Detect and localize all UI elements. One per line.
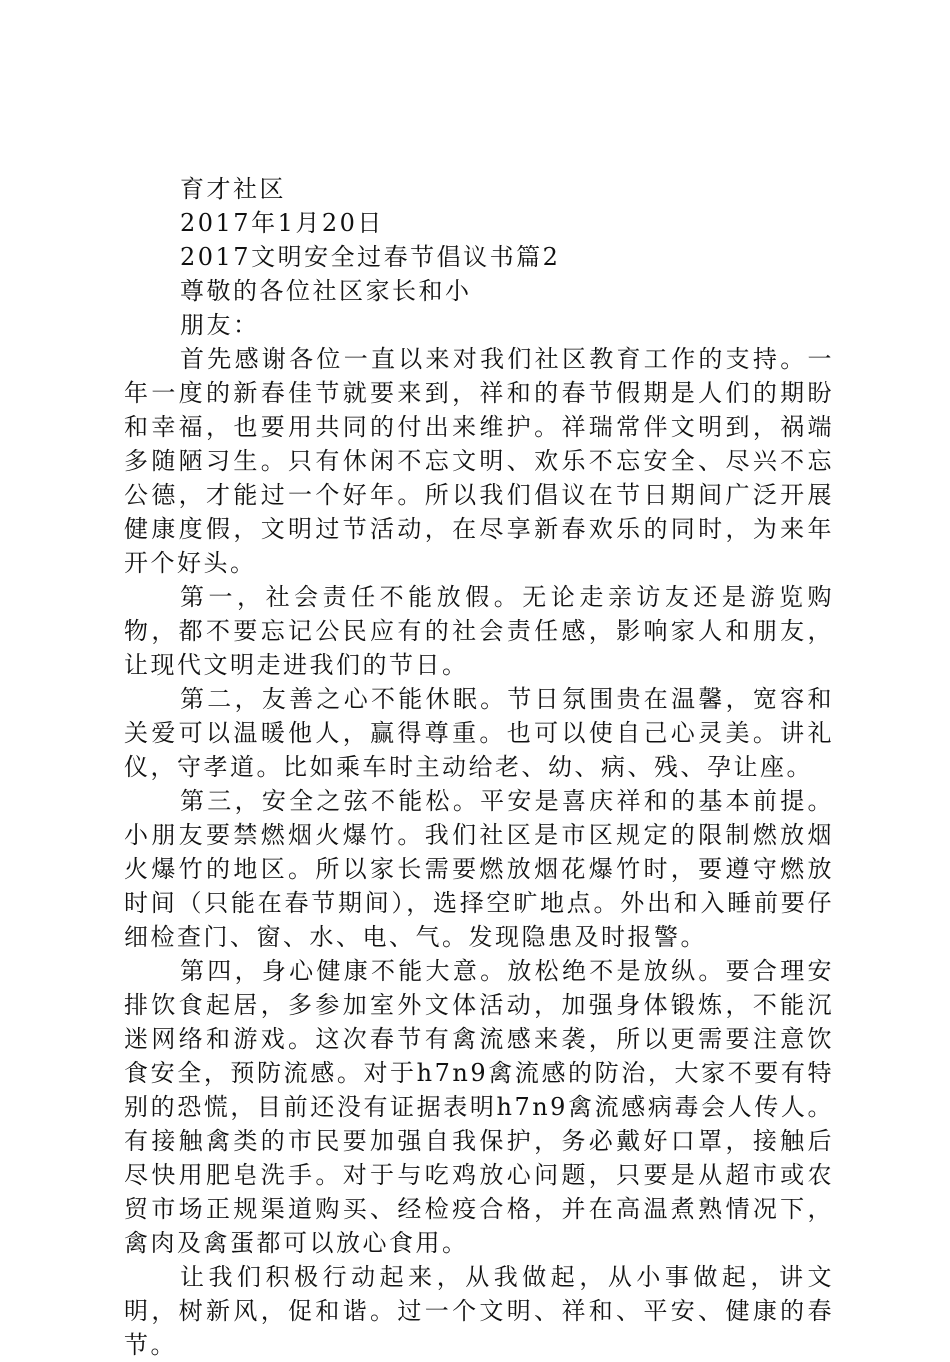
document-date: 2017年1月20日 — [180, 209, 384, 237]
salutation-line-2: 朋友： — [180, 311, 260, 339]
paragraph-closing: 让我们积极行动起来，从我做起，从小事做起，讲文明，树新风，促和谐。过一个文明、祥和、平安、健康的春节。 — [124, 1263, 834, 1359]
organization-name: 育才社区 — [180, 175, 286, 203]
paragraph-intro: 首先感谢各位一直以来对我们社区教育工作的支持。一年一度的新春佳节就要来到，祥和的春节假期是人们的期盼和幸福，也要用共同的付出来维护。祥瑞常伴文明到，祸端多随陋习生。只有休闲不忘文明、欢乐不忘安全、尽兴不忘公德，才能过一个好年。所以我们倡议在节日期间广泛开展健康度假，文明过节活动，在尽享新春欢乐的同时，为来年开个好头。 — [124, 345, 834, 577]
paragraph-point-3: 第三，安全之弦不能松。平安是喜庆祥和的基本前提。小朋友要禁燃烟火爆竹。我们社区是市区规定的限制燃放烟火爆竹的地区。所以家长需要燃放烟花爆竹时，要遵守燃放时间（只能在春节期间），选择空旷地点。外出和入睡前要仔细检查门、窗、水、电、气。发现隐患及时报警。 — [124, 787, 834, 951]
paragraph-point-4: 第四，身心健康不能大意。放松绝不是放纵。要合理安排饮食起居，多参加室外文体活动，加强身体锻炼，不能沉迷网络和游戏。这次春节有禽流感来袭，所以更需要注意饮食安全，预防流感。对于h7n9禽流感的防治，大家不要有特别的恐慌，目前还没有证据表明h7n9禽流感病毒会人传人。有接触禽类的市民要加强自我保护，务必戴好口罩，接触后尽快用肥皂洗手。对于与吃鸡放心问题，只要是从超市或农贸市场正规渠道购买、经检疫合格，并在高温煮熟情况下，禽肉及禽蛋都可以放心食用。 — [124, 957, 834, 1257]
salutation-line-1: 尊敬的各位社区家长和小 — [180, 277, 472, 305]
document-title: 2017文明安全过春节倡议书篇2 — [180, 243, 561, 271]
paragraph-point-2: 第二，友善之心不能休眠。节日氛围贵在温馨，宽容和关爱可以温暖他人，赢得尊重。也可以使自己心灵美。讲礼仪，守孝道。比如乘车时主动给老、幼、病、残、孕让座。 — [124, 685, 834, 781]
document-body — [124, 172, 834, 1362]
paragraph-point-1: 第一，社会责任不能放假。无论走亲访友还是游览购物，都不要忘记公民应有的社会责任感，影响家人和朋友，让现代文明走进我们的节日。 — [124, 583, 834, 679]
